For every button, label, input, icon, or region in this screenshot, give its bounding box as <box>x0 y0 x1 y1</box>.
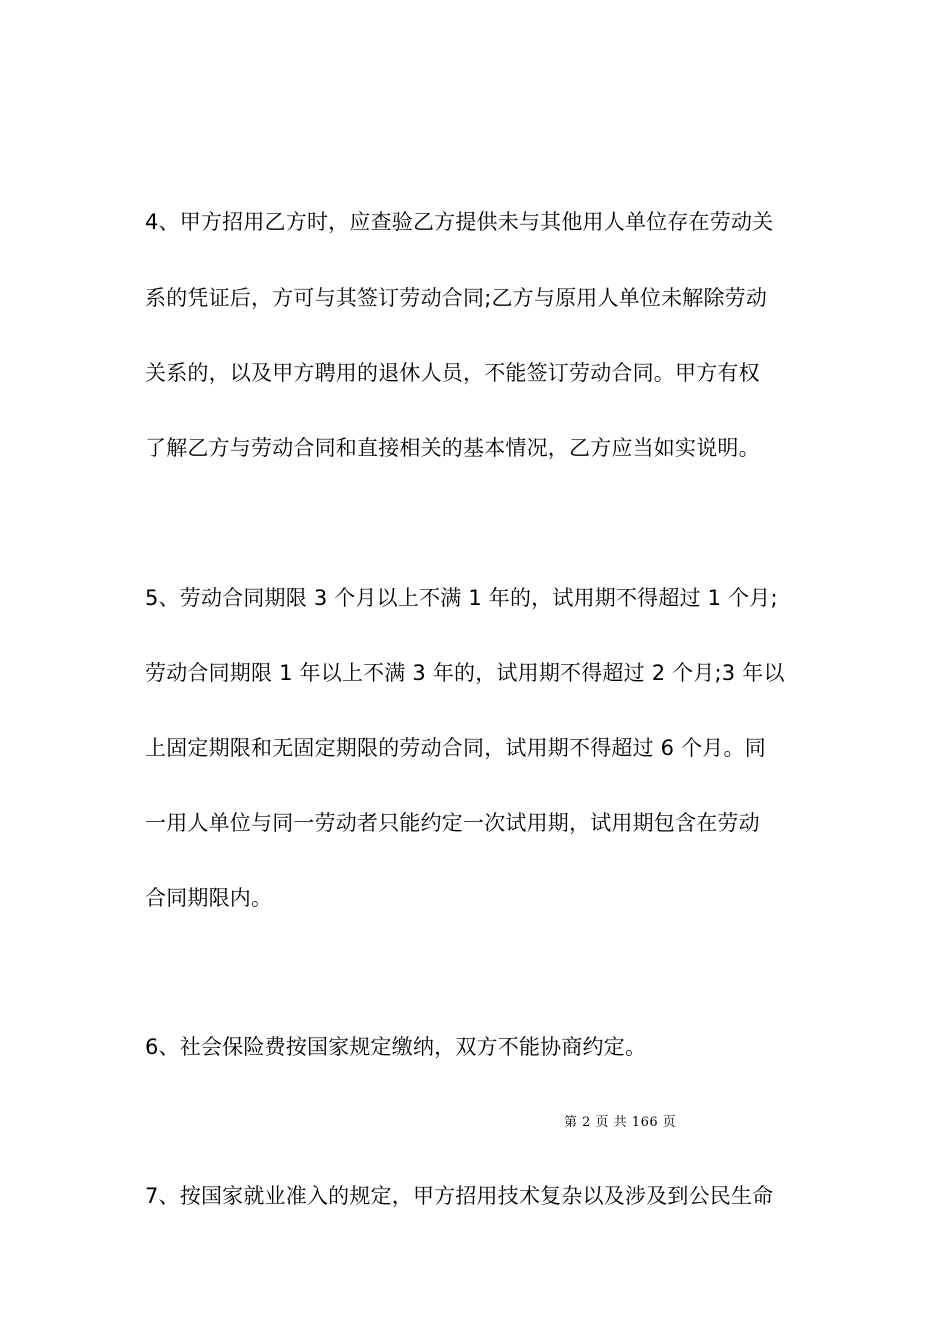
text-line: 合同期限内。 <box>145 886 273 910</box>
text-line: 劳动合同期限 1 年以上不满 3 年的，试用期不得超过 2 个月;3 年以 <box>145 661 785 685</box>
text-line: 上固定期限和无固定期限的劳动合同，试用期不得超过 6 个月。同 <box>145 736 766 760</box>
text-line: 5、劳动合同期限 3 个月以上不满 1 年的，试用期不得超过 1 个月; <box>145 586 778 610</box>
text-line: 一用人单位与同一劳动者只能约定一次试用期，试用期包含在劳动 <box>145 811 760 835</box>
text-line: 6、社会保险费按国家规定缴纳，双方不能协商约定。 <box>145 1035 647 1059</box>
page-number: 第 2 页 共 166 页 <box>564 1115 677 1130</box>
text-line: 4、甲方招用乙方时，应查验乙方提供未与其他用人单位存在劳动关 <box>145 210 774 234</box>
text-line: 了解乙方与劳动合同和直接相关的基本情况，乙方应当如实说明。 <box>145 436 760 460</box>
text-line: 系的凭证后，方可与其签订劳动合同;乙方与原用人单位未解除劳动 <box>145 286 768 310</box>
text-line: 关系的，以及甲方聘用的退休人员，不能签订劳动合同。甲方有权 <box>145 361 760 385</box>
text-line: 7、按国家就业准入的规定，甲方招用技术复杂以及涉及到公民生命 <box>145 1184 774 1208</box>
